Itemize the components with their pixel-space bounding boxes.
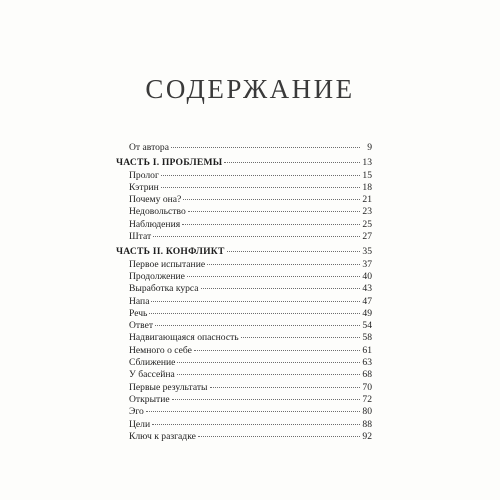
toc-entry (116, 206, 372, 218)
toc-entry (116, 431, 372, 443)
toc-entry-label: Сближение (129, 357, 176, 369)
toc-entry (116, 369, 372, 381)
toc-entry-label: Выработка курса (129, 283, 199, 295)
toc-page-number: 18 (362, 181, 372, 193)
toc-entry (116, 142, 372, 154)
toc-entry-label: От автора (129, 142, 169, 153)
toc-page-number: 92 (362, 430, 372, 442)
toc-entry-label: Открытие (129, 393, 170, 405)
dot-leader (207, 263, 360, 265)
toc-page-number: 25 (362, 218, 372, 230)
toc-page-number: 15 (362, 169, 372, 181)
dot-leader (153, 235, 360, 237)
dot-leader (177, 373, 360, 375)
toc-entry (116, 283, 372, 295)
toc-entry-label: У бассейна (129, 369, 175, 381)
toc-page-number: 37 (362, 258, 372, 270)
dot-leader (187, 275, 360, 277)
dot-leader (172, 398, 360, 400)
toc-entry (116, 170, 372, 182)
toc-page-number: 9 (367, 142, 372, 153)
toc-entry (116, 296, 372, 308)
dot-leader (188, 210, 360, 212)
toc-page-number: 80 (362, 406, 372, 418)
dot-leader (194, 349, 360, 351)
toc-entry (116, 231, 372, 243)
dot-leader (151, 300, 360, 302)
toc-entry (116, 259, 372, 271)
toc-entry (116, 271, 372, 283)
toc-entry-label: Первые результаты (129, 381, 208, 393)
page-title: СОДЕРЖАНИЕ (145, 74, 355, 104)
dot-leader (201, 287, 360, 289)
dot-leader (227, 250, 360, 252)
toc-entry-label: Напа (129, 295, 150, 307)
toc-entry-label: Цели (129, 418, 151, 430)
toc-entry (116, 345, 372, 357)
table-of-contents (116, 136, 372, 443)
toc-entry-label: Недовольство (129, 206, 186, 218)
toc-entry-label: Штат (129, 231, 152, 243)
toc-page-number: 70 (362, 381, 372, 393)
toc-entry-label: Почему она? (129, 194, 182, 206)
dot-leader (182, 223, 360, 225)
toc-page-number: 68 (362, 369, 372, 381)
dot-leader (171, 146, 360, 148)
toc-entry-label: Речь (129, 307, 148, 319)
toc-entry (116, 308, 372, 320)
toc-entry (116, 182, 372, 194)
toc-part-heading (116, 246, 372, 258)
toc-page-number: 72 (362, 393, 372, 405)
toc-entry-label: Ключ к разгадке (129, 430, 196, 442)
dot-leader (146, 410, 360, 412)
dot-leader (183, 198, 360, 200)
toc-page-number: 43 (362, 283, 372, 295)
toc-page-number: 27 (362, 231, 372, 243)
toc-entry-label: Немного о себе (129, 344, 192, 356)
toc-page-number: 58 (362, 332, 372, 344)
dot-leader (161, 186, 360, 188)
toc-entry (116, 419, 372, 431)
toc-entry (116, 382, 372, 394)
toc-page-number: 88 (362, 418, 372, 430)
toc-entry-label: ЧАСТЬ I. ПРОБЛЕМЫ (116, 157, 223, 169)
toc-entry (116, 320, 372, 332)
toc-entry-label: Ответ (129, 320, 154, 332)
dot-leader (241, 336, 360, 338)
toc-page-number: 54 (362, 320, 372, 332)
toc-entry-label: Кэтрин (129, 181, 159, 193)
toc-entry-label: Надвигающаяся опасность (129, 332, 239, 344)
dot-leader (224, 161, 360, 163)
dot-leader (149, 312, 360, 314)
toc-entry-label: Первое испытание (129, 258, 206, 270)
dot-leader (210, 386, 360, 388)
toc-page-number: 35 (362, 246, 372, 258)
toc-entry-label: Продолжение (129, 270, 185, 282)
toc-entry (116, 219, 372, 231)
toc-entry (116, 194, 372, 206)
toc-entry-label: Пролог (129, 169, 159, 181)
toc-page-number: 47 (362, 295, 372, 307)
dot-leader (152, 423, 360, 425)
dot-leader (198, 435, 360, 437)
toc-page-number: 61 (362, 344, 372, 356)
toc-entry-label: Эго (129, 406, 144, 418)
toc-entry (116, 406, 372, 418)
toc-page-number: 21 (362, 194, 372, 206)
toc-part-heading (116, 157, 372, 169)
toc-page-number: 23 (362, 206, 372, 218)
dot-leader (177, 361, 360, 363)
toc-entry (116, 394, 372, 406)
toc-entry (116, 357, 372, 369)
toc-page-number: 13 (362, 157, 372, 169)
dot-leader (155, 324, 360, 326)
dot-leader (161, 174, 360, 176)
toc-entry-label: ЧАСТЬ II. КОНФЛИКТ (116, 246, 225, 258)
toc-entry-label: Наблюдения (129, 218, 181, 230)
toc-page-number: 49 (362, 307, 372, 319)
toc-page-number: 63 (362, 357, 372, 369)
toc-page-number: 40 (362, 270, 372, 282)
toc-entry (116, 332, 372, 344)
